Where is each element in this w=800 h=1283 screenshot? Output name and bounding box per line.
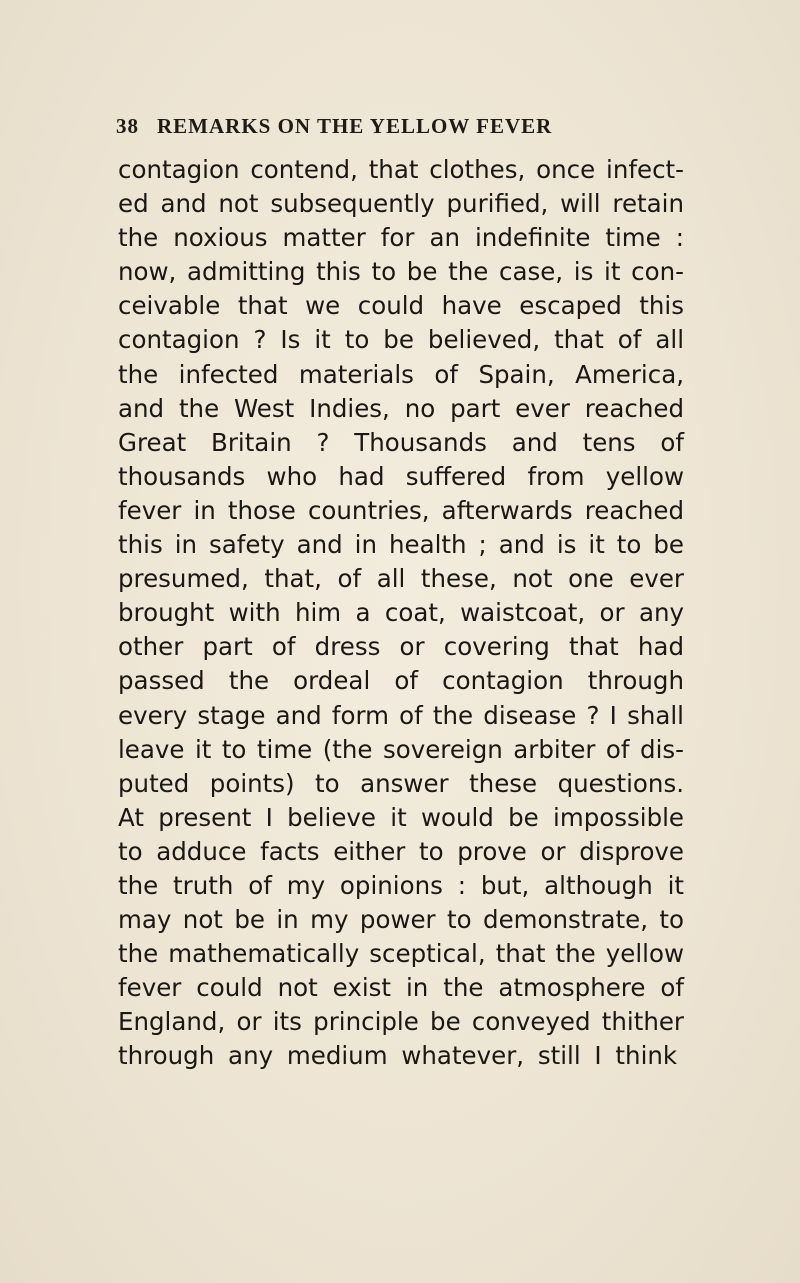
text-line: ceivable that we could have escaped this [118,291,684,321]
text-line: now, admitting this to be the case, is it con- [118,257,684,287]
text-line: the infected materials of Spain, America, [118,359,684,389]
text-line: presumed, that, of all these, not one ever [118,564,684,594]
text-line: fever in those countries, afterwards reached [118,495,684,525]
text-line: leave it to time (the sovereign arbiter of dis- [118,734,684,764]
text-line: the mathematically sceptical, that the yellow [118,939,684,969]
text-line: At present I believe it would be impossible [118,802,684,832]
text-line: every stage and form of the disease ? I shall [118,700,684,730]
text-line: the noxious matter for an indefinite time : [118,223,684,253]
text-line: passed the ordeal of contagion through [118,666,684,696]
running-head [116,114,676,139]
text-line: ed and not subsequently purified, will retain [118,189,684,219]
text-line: to adduce facts either to prove or disprove [118,836,684,866]
text-line: this in safety and in health ; and is it to be [118,530,684,560]
running-title: REMARKS ON THE YELLOW FEVER [157,114,553,138]
text-line: Great Britain ? Thousands and tens of [118,427,684,457]
text-line: puted points) to answer these questions. [118,768,684,798]
body-text [118,153,684,1074]
text-line: through any medium whatever, still I think [118,1041,678,1071]
text-line: fever could not exist in the atmosphere of [118,973,684,1003]
text-line: thousands who had suffered from yellow [118,461,684,491]
text-line: contagion ? Is it to be believed, that of all [118,325,684,355]
text-line: may not be in my power to demonstrate, to [118,905,684,935]
text-line: and the West Indies, no part ever reached [118,393,684,423]
text-line: brought with him a coat, waistcoat, or any [118,598,684,628]
text-line: other part of dress or covering that had [118,632,684,662]
text-line: contagion contend, that clothes, once infect- [118,155,684,184]
page-number: 38 [116,114,139,138]
text-line: England, or its principle be conveyed thither [118,1007,684,1037]
text-line: the truth of my opinions : but, although it [118,870,684,900]
